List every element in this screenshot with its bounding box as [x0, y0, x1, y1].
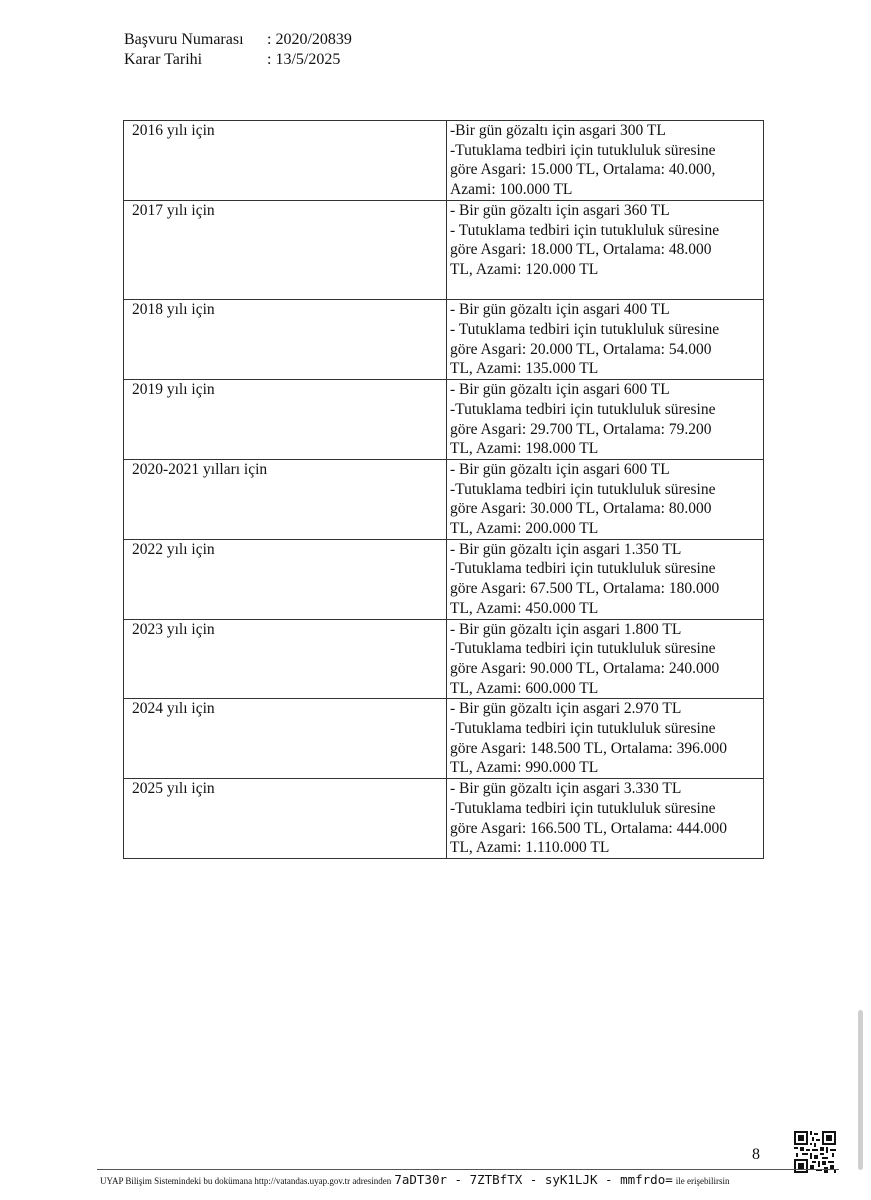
amount-line: - Bir gün gözaltı için asgari 1.350 TL [450, 540, 682, 558]
amount-line: - Bir gün gözaltı için asgari 3.330 TL [450, 780, 682, 798]
amount-line: - Bir gün gözaltı için asgari 600 TL [450, 381, 670, 399]
amount-line: -Bir gün gözaltı için asgari 300 TL [450, 122, 666, 139]
year-cell: 2025 yılı için [124, 779, 447, 859]
amount-line: - Bir gün gözaltı için asgari 600 TL [450, 460, 670, 478]
table-row [124, 699, 764, 779]
application-number-label: Başvuru Numarası [124, 31, 244, 48]
amount-cell [447, 779, 764, 859]
amount-line: - Tutuklama tedbiri için tutukluluk süresine [450, 321, 720, 339]
table-row [124, 619, 764, 699]
application-number-value: : 2020/20839 [267, 31, 352, 48]
decision-date-row [124, 50, 352, 70]
amount-cell [447, 539, 764, 619]
amount-line: -Tutuklama tedbiri için tutukluluk süresine [450, 400, 716, 418]
year-cell: 2024 yılı için [124, 699, 447, 779]
qr-code-icon [794, 1131, 836, 1173]
table-row [124, 539, 764, 619]
amount-line: TL, Azami: 120.000 TL [450, 260, 599, 278]
amount-cell [447, 619, 764, 699]
amount-line: göre Asgari: 148.500 TL, Ortalama: 396.000 [450, 739, 727, 757]
table-row [124, 300, 764, 380]
verification-code: 7aDT30r - 7ZTBfTX - syK1LJK - mmfrdo= [394, 1172, 673, 1187]
table-row [124, 380, 764, 460]
amount-cell [447, 459, 764, 539]
amount-line: göre Asgari: 29.700 TL, Ortalama: 79.200 [450, 420, 712, 438]
year-cell: 2023 yılı için [124, 619, 447, 699]
year-cell: 2020-2021 yılları için [124, 459, 447, 539]
year-cell: 2016 yılı için [124, 121, 447, 201]
decision-date-label: Karar Tarihi [124, 51, 203, 68]
amount-line: - Bir gün gözaltı için asgari 360 TL [450, 201, 670, 219]
amount-line: TL, Azami: 200.000 TL [450, 520, 599, 538]
amount-line: -Tutuklama tedbiri için tutukluluk süresine [450, 141, 716, 159]
footer-suffix: ile erişebilirsin [675, 1176, 730, 1186]
amount-line: -Tutuklama tedbiri için tutukluluk süresine [450, 720, 716, 738]
year-cell: 2018 yılı için [124, 300, 447, 380]
amount-line: TL, Azami: 450.000 TL [450, 599, 599, 617]
amount-line [450, 280, 763, 300]
table-row [124, 200, 764, 300]
amount-line: göre Asgari: 15.000 TL, Ortalama: 40.000, [450, 161, 716, 179]
amount-line: -Tutuklama tedbiri için tutukluluk süresine [450, 799, 716, 817]
amount-line: - Bir gün gözaltı için asgari 2.970 TL [450, 700, 682, 718]
footer-prefix: UYAP Bilişim Sistemindeki bu dokümana http://vatandas.uyap.gov.tr adresinden [100, 1176, 392, 1186]
page-number: 8 [752, 1146, 760, 1163]
amount-line: TL, Azami: 990.000 TL [450, 759, 599, 777]
table-row [124, 121, 764, 201]
document-header [124, 30, 352, 70]
amount-line: TL, Azami: 198.000 TL [450, 440, 599, 458]
amount-cell [447, 380, 764, 460]
amount-line: -Tutuklama tedbiri için tutukluluk süresine [450, 640, 716, 658]
amount-cell [447, 300, 764, 380]
year-cell: 2019 yılı için [124, 380, 447, 460]
amount-cell [447, 699, 764, 779]
footer-divider [97, 1169, 839, 1170]
year-cell: 2022 yılı için [124, 539, 447, 619]
table-row [124, 779, 764, 859]
scrollbar[interactable] [858, 1010, 863, 1170]
application-number-row [124, 30, 352, 50]
footer-verification [100, 1172, 730, 1187]
year-cell: 2017 yılı için [124, 200, 447, 300]
table-row [124, 459, 764, 539]
amount-line: TL, Azami: 1.110.000 TL [450, 839, 610, 857]
amount-line: -Tutuklama tedbiri için tutukluluk süresine [450, 480, 716, 498]
amount-line: göre Asgari: 30.000 TL, Ortalama: 80.000 [450, 500, 712, 518]
amount-line: göre Asgari: 90.000 TL, Ortalama: 240.000 [450, 659, 720, 677]
amount-line: - Bir gün gözaltı için asgari 400 TL [450, 301, 670, 319]
amount-cell [447, 200, 764, 300]
amount-line: Azami: 100.000 TL [450, 181, 573, 199]
amount-line: göre Asgari: 166.500 TL, Ortalama: 444.000 [450, 819, 727, 837]
amount-cell [447, 121, 764, 201]
decision-date-value: : 13/5/2025 [267, 51, 341, 68]
amount-line: - Bir gün gözaltı için asgari 1.800 TL [450, 620, 682, 638]
amount-line: TL, Azami: 135.000 TL [450, 360, 599, 378]
amount-line: göre Asgari: 20.000 TL, Ortalama: 54.000 [450, 340, 712, 358]
amount-line: -Tutuklama tedbiri için tutukluluk süresine [450, 560, 716, 578]
amount-line: - Tutuklama tedbiri için tutukluluk süresine [450, 221, 720, 239]
compensation-table [123, 120, 764, 859]
amount-line: TL, Azami: 600.000 TL [450, 679, 599, 697]
amount-line: göre Asgari: 18.000 TL, Ortalama: 48.000 [450, 241, 712, 259]
amount-line: göre Asgari: 67.500 TL, Ortalama: 180.000 [450, 580, 720, 598]
